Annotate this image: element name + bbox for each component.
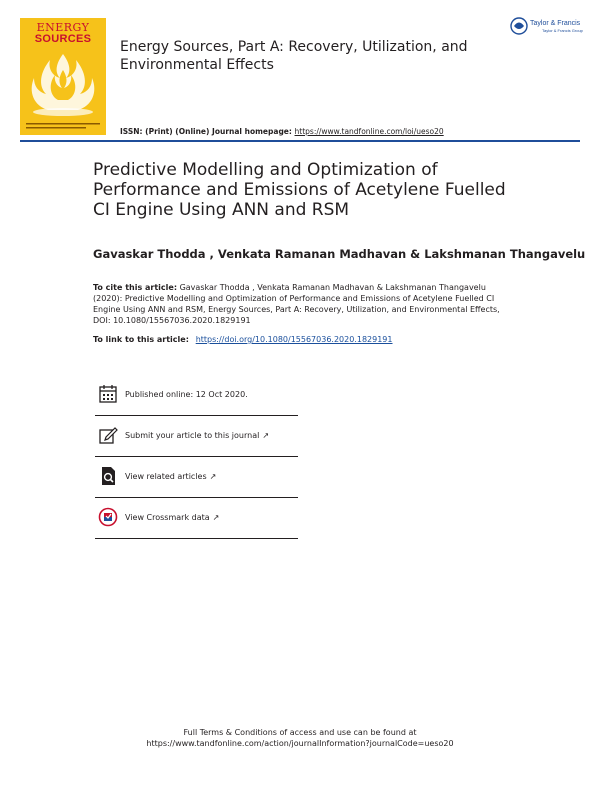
external-link-icon: ↗ <box>209 472 217 481</box>
related-articles-label[interactable]: View related articles <box>125 472 207 481</box>
journal-homepage-link[interactable]: https://www.tandfonline.com/loi/ueso20 <box>294 127 444 136</box>
submit-article-link[interactable] <box>125 431 269 440</box>
search-document-icon <box>98 466 118 486</box>
external-link-icon: ↗ <box>212 513 220 522</box>
cite-text: Gavaskar Thodda , Venkata Ramanan Madhavan & Lakshmanan Thangavelu (2020): Predictive Modelling and Optimization of Performance and Emissions of Acetylene Fuelled CI Engine Using ANN and RSM, Energy Sources, Part A: Recovery, Utilization, and Environmental Effects, DOI: <box>93 283 500 325</box>
citation-block <box>93 282 513 326</box>
link-line <box>93 335 393 344</box>
taylor-francis-logo[interactable] <box>510 15 586 37</box>
related-articles-link[interactable] <box>125 472 216 481</box>
footer-line1: Full Terms & Conditions of access and use can be found at <box>183 728 417 737</box>
flame-illustration <box>26 48 100 118</box>
crossmark-link[interactable] <box>125 513 219 522</box>
issn-line <box>120 127 444 136</box>
cite-doi: 10.1080/15567036.2020.1829191 <box>113 316 251 325</box>
crossmark-row[interactable] <box>95 498 298 539</box>
journal-title: Energy Sources, Part A: Recovery, Utilization, and Environmental Effects <box>120 39 468 73</box>
related-articles-row[interactable] <box>95 457 298 498</box>
link-label: To link to this article: <box>93 335 192 344</box>
submit-article-row[interactable] <box>95 416 298 457</box>
crossmark-label[interactable]: View Crossmark data <box>125 513 210 522</box>
external-link-icon: ↗ <box>262 431 270 440</box>
article-title: Predictive Modelling and Optimization of Performance and Emissions of Acetylene Fuelled CI Engine Using ANN and RSM <box>93 160 506 220</box>
cover-title-line2: SOURCES <box>34 33 92 45</box>
calendar-icon <box>98 384 118 404</box>
footer-terms-link[interactable]: https://www.tandfonline.com/action/journalInformation?journalCode=ueso20 <box>146 739 454 748</box>
published-online-label: Published online: 12 Oct 2020. <box>125 390 248 399</box>
issn-label: ISSN: (Print) (Online) Journal homepage: <box>120 127 295 136</box>
crossmark-icon <box>98 507 118 527</box>
published-online-row <box>95 375 298 416</box>
journal-cover <box>20 18 106 135</box>
logo-line1: Taylor & Francis <box>530 20 581 27</box>
logo-line2: Taylor & Francis Group <box>542 28 583 33</box>
article-doi-link[interactable]: https://doi.org/10.1080/15567036.2020.1829191 <box>195 335 393 344</box>
footer <box>100 727 500 749</box>
edit-icon <box>98 425 118 445</box>
cover-volume-band <box>26 121 100 131</box>
header-rule <box>20 140 580 142</box>
cite-label: To cite this article: <box>93 283 178 292</box>
cover-title-line1: ENERGY <box>36 21 90 34</box>
article-authors: Gavaskar Thodda , Venkata Ramanan Madhavan & Lakshmanan Thangavelu <box>93 247 586 261</box>
submit-article-label[interactable]: Submit your article to this journal <box>125 431 260 440</box>
